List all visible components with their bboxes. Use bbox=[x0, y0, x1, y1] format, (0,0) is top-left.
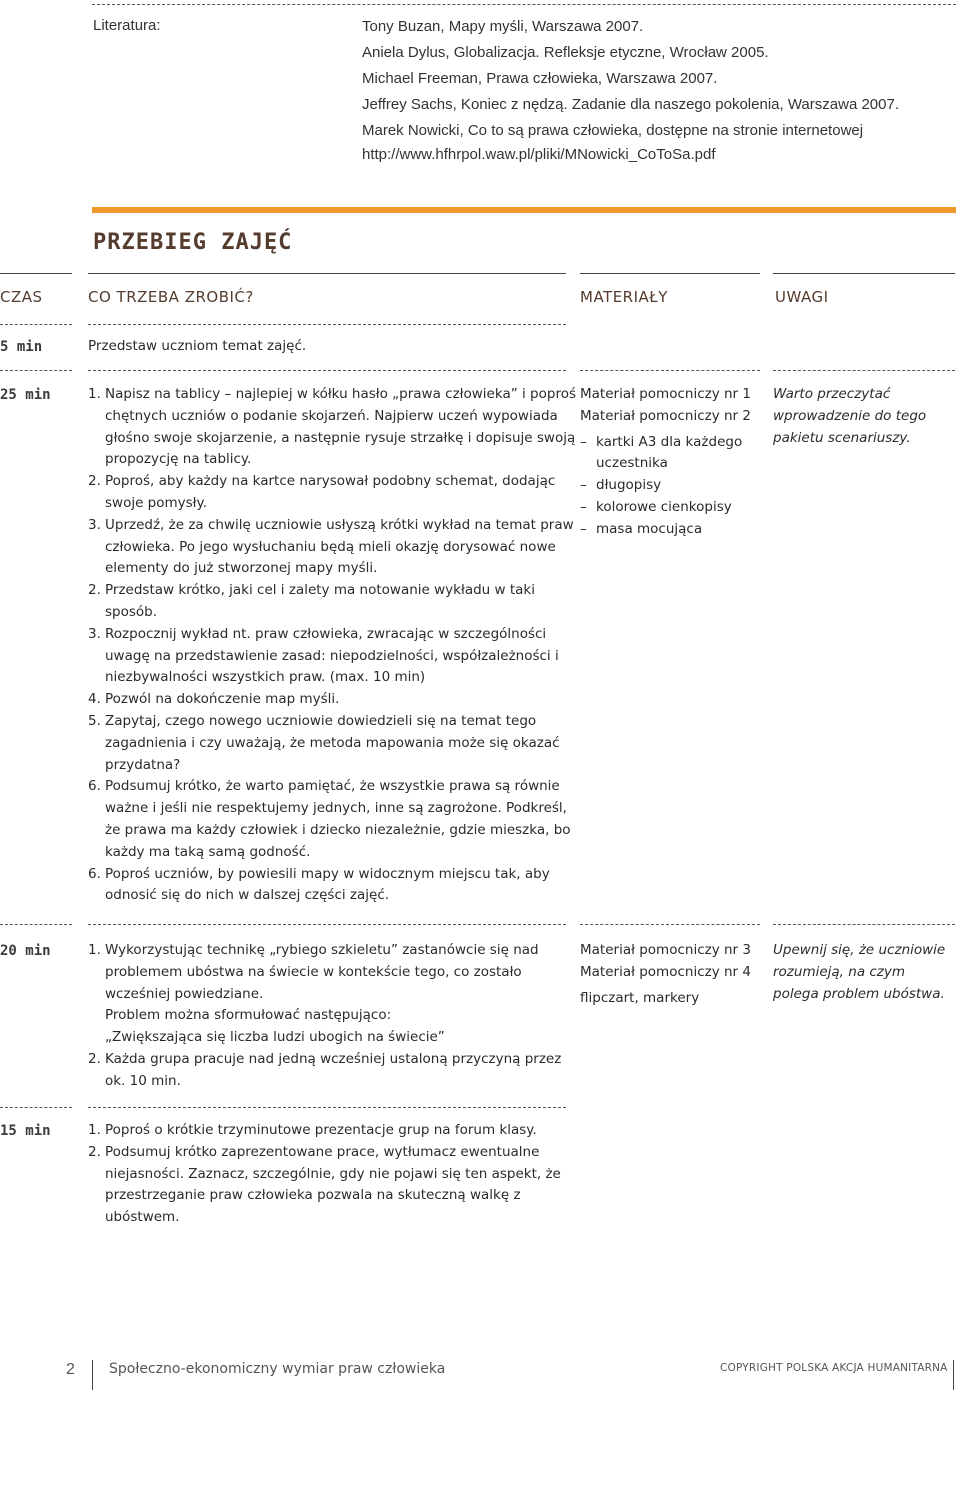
row-divider bbox=[0, 324, 72, 325]
step-text: Problem można sformułować następująco: bbox=[105, 1007, 392, 1024]
literature-link[interactable]: http://www.hfhrpol.waw.pl/pliki/MNowicki_CoToSa.pdf bbox=[362, 146, 716, 163]
step-number: 4. bbox=[88, 691, 101, 708]
material-item: – masa mocująca bbox=[580, 519, 765, 541]
step-item bbox=[88, 940, 578, 1005]
section-title: PRZEBIEG ZAJĘĆ bbox=[93, 230, 293, 255]
step-item bbox=[88, 711, 578, 776]
row-divider bbox=[580, 370, 760, 371]
step-number: 6. bbox=[88, 865, 101, 882]
footer-divider bbox=[92, 1360, 93, 1390]
step-item bbox=[88, 1027, 578, 1049]
step-item bbox=[88, 1005, 578, 1027]
material-ref: Materiał pomocniczy nr 2 bbox=[580, 407, 751, 424]
section-accent-bar bbox=[92, 207, 956, 213]
step-text: Podsumuj krótko, że warto pamiętać, że wszystkie prawa są równie ważne i jeśli nie respektujemy jednych, inne są zagrożone. Podkreśl, że prawa ma każdy człowiek i dziecko niezależnie, gdzie mieszka, bo każdy ma taką samą godność. bbox=[105, 778, 571, 860]
row-divider bbox=[88, 324, 566, 325]
row-materials bbox=[580, 384, 765, 541]
literature-item: Marek Nowicki, Co to są prawa człowieka, dostępne na stronie internetowej bbox=[362, 122, 864, 139]
row-divider bbox=[0, 370, 72, 371]
step-number: 2. bbox=[88, 582, 101, 599]
header-rule bbox=[773, 273, 955, 274]
step-number: 2. bbox=[88, 1143, 101, 1160]
header-todo: CO TRZEBA ZROBIĆ? bbox=[88, 288, 254, 306]
row-divider bbox=[773, 370, 955, 371]
footer-copyright: COPYRIGHT POLSKA AKCJA HUMANITARNA bbox=[720, 1362, 948, 1374]
step-number: 6. bbox=[88, 778, 101, 795]
header-rule bbox=[0, 273, 72, 274]
page-number: 2 bbox=[66, 1361, 75, 1378]
material-ref: Materiał pomocniczy nr 3 bbox=[580, 942, 751, 958]
step-item bbox=[88, 580, 578, 624]
step-item bbox=[88, 864, 578, 908]
step-number: 3. bbox=[88, 625, 101, 642]
step-text: Zapytaj, czego nowego uczniowie dowiedzieli się na temat tego zagadnienia i czy uważają, że metoda mapowania może się okazać przydatna? bbox=[105, 712, 560, 773]
material-item: – kartki A3 dla każdego uczestnika bbox=[580, 432, 765, 476]
step-item bbox=[88, 624, 578, 689]
step-item bbox=[88, 1120, 578, 1142]
step-text: Rozpocznij wykład nt. praw człowieka, zwracając w szczególności uwagę na przedstawienie zasad: niepodzielności, współzależności i niezbywalności wszystkich praw. (max. 10 min) bbox=[105, 625, 559, 686]
row-steps bbox=[88, 940, 578, 1093]
row-time: 5 min bbox=[0, 339, 43, 355]
row-materials bbox=[580, 940, 765, 1009]
header-rule bbox=[88, 273, 566, 274]
row-time: 15 min bbox=[0, 1123, 51, 1139]
step-text: Pozwól na dokończenie map myśli. bbox=[105, 691, 340, 708]
step-text: Napisz na tablicy – najlepiej w kółku hasło „prawa człowieka” i poproś chętnych uczniów o podanie skojarzeń. Najpierw uczeń wypowiada głośno swoje skojarzenie, a następnie rysuje strzałkę i dopisuje swoją propozycję na tablicy. bbox=[105, 386, 576, 468]
step-number: 5. bbox=[88, 712, 101, 729]
row-time: 25 min bbox=[0, 387, 51, 403]
material-ref: Materiał pomocniczy nr 1 bbox=[580, 386, 751, 402]
header-time: CZAS bbox=[0, 288, 43, 306]
step-item bbox=[88, 515, 578, 580]
step-number: 1. bbox=[88, 386, 101, 402]
step-text: Poproś uczniów, by powiesili mapy w widocznym miejscu tak, aby odnosić się do nich w dalszej części zajęć. bbox=[105, 865, 550, 904]
row-steps bbox=[88, 384, 578, 907]
row-note: Upewnij się, że uczniowie rozumieją, na czym polega problem ubóstwa. bbox=[773, 942, 946, 1002]
step-item bbox=[88, 689, 578, 711]
step-item bbox=[88, 1049, 578, 1093]
step-text: Każda grupa pracuje nad jedną wcześniej ustaloną przyczyną przez ok. 10 min. bbox=[105, 1050, 562, 1089]
step-text: Uprzedź, że za chwilę uczniowie usłyszą krótki wykład na temat praw człowieka. Po jego wysłuchaniu będą mieli okazję dorysować nowe elementy do już stworzonej mapy myśli. bbox=[105, 516, 574, 577]
footer-divider bbox=[953, 1360, 954, 1390]
material-ref: flipczart, markery bbox=[580, 989, 700, 1006]
row-divider bbox=[88, 1107, 566, 1108]
literature-item: Jeffrey Sachs, Koniec z nędzą. Zadanie dla naszego pokolenia, Warszawa 2007. bbox=[362, 96, 899, 113]
row-time: 20 min bbox=[0, 943, 51, 959]
step-item bbox=[88, 471, 578, 515]
row-steps bbox=[88, 1120, 578, 1229]
step-text: Poproś o krótkie trzyminutowe prezentacje grup na forum klasy. bbox=[105, 1122, 537, 1138]
step-item bbox=[88, 776, 578, 863]
step-text: Wykorzystując technikę „rybiego szkieletu” zastanówcie się nad problemem ubóstwa na świecie w kontekście tego, co zostało wcześniej powiedziane. bbox=[105, 942, 539, 1002]
step-text: „Zwiększająca się liczba ludzi ubogich na świecie” bbox=[105, 1029, 445, 1046]
literature-item: Aniela Dylus, Globalizacja. Refleksje etyczne, Wrocław 2005. bbox=[362, 44, 769, 61]
step-item bbox=[88, 1142, 578, 1229]
material-ref: Materiał pomocniczy nr 4 bbox=[580, 963, 751, 980]
step-number: 1. bbox=[88, 1122, 101, 1138]
row-divider bbox=[0, 1107, 72, 1108]
step-text: Podsumuj krótko zaprezentowane prace, wytłumacz ewentualne niejasności. Zaznacz, szczególnie, gdy nie pojawi się ten aspekt, że przestrzeganie praw człowieka pozwala na skuteczną walkę z ubóstwem. bbox=[105, 1143, 561, 1226]
top-divider bbox=[92, 4, 956, 5]
step-number: 3. bbox=[88, 516, 101, 533]
step-text: Przedstaw krótko, jaki cel i zalety ma notowanie wykładu w taki sposób. bbox=[105, 582, 535, 620]
step-item bbox=[88, 384, 578, 471]
row-steps bbox=[88, 336, 578, 358]
literature-label: Literatura: bbox=[93, 17, 161, 34]
material-item: – kolorowe cienkopisy bbox=[580, 497, 765, 519]
material-item: – długopisy bbox=[580, 475, 765, 497]
header-notes: UWAGI bbox=[775, 288, 829, 306]
step-number: 1. bbox=[88, 942, 101, 958]
step-number: 2. bbox=[88, 1050, 101, 1067]
row-divider bbox=[88, 924, 566, 925]
literature-item: Tony Buzan, Mapy myśli, Warszawa 2007. bbox=[362, 18, 644, 35]
row-note: Warto przeczytać wprowadzenie do tego pakietu scenariuszy. bbox=[773, 386, 927, 446]
step-text: Poproś, aby każdy na kartce narysował podobny schemat, dodając swoje pomysły. bbox=[105, 473, 556, 511]
footer-title: Społeczno-ekonomiczny wymiar praw człowieka bbox=[109, 1361, 446, 1377]
step-text: Przedstaw uczniom temat zajęć. bbox=[88, 338, 307, 354]
literature-item: Michael Freeman, Prawa człowieka, Warszawa 2007. bbox=[362, 70, 718, 87]
step-number: 2. bbox=[88, 473, 101, 490]
row-divider bbox=[773, 924, 955, 925]
header-rule bbox=[580, 273, 760, 274]
header-materials: MATERIAŁY bbox=[580, 288, 668, 306]
row-divider bbox=[0, 924, 72, 925]
row-divider bbox=[88, 370, 566, 371]
row-divider bbox=[580, 924, 760, 925]
